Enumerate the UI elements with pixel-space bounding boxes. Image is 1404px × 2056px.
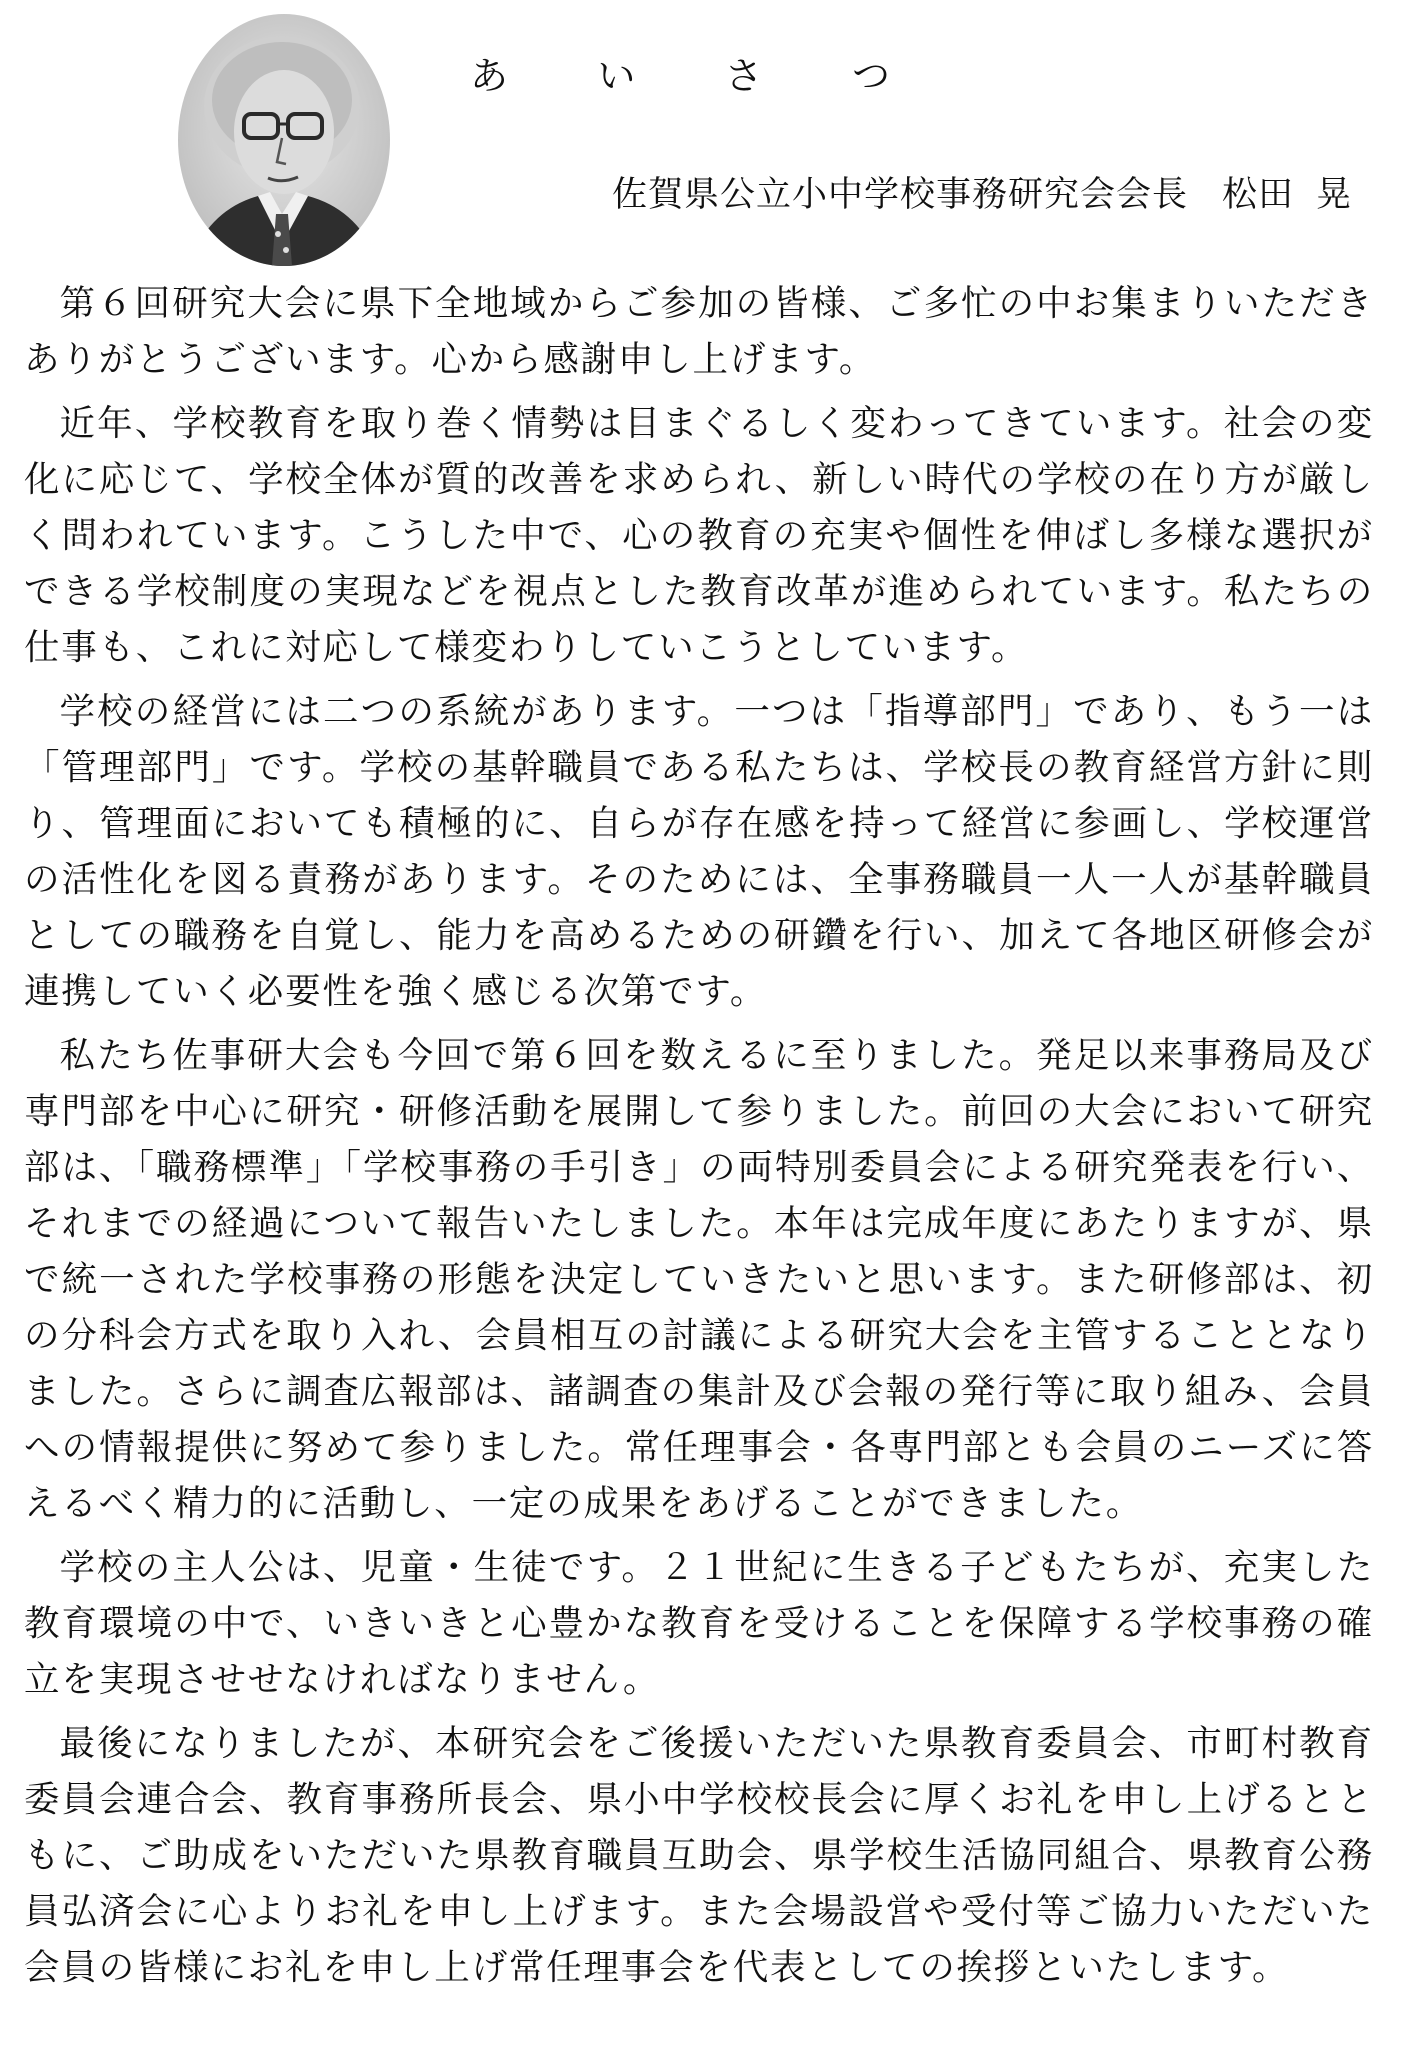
author-title: 佐賀県公立小中学校事務研究会会長 xyxy=(612,175,1189,215)
paragraph: 学校の主人公は、児童・生徒です。２１世紀に生きる子どもたちが、充実した教育環境の中で、いきいきと心豊かな教育を受けることを保障する学校事務の確立を実現させせなければなりません。 xyxy=(24,1547,1374,1700)
paragraph: 近年、学校教育を取り巻く情勢は目まぐるしく変わってきています。社会の変化に応じて、学校全体が質的改善を求められ、新しい時代の学校の在り方が厳しく問われています。こうした中で、心の教育の充実や個性を伸ばし多様な選択ができる学校制度の実現などを視点とした教育改革が進められています。私たちの仕事も、これに対応して様変わりしていこうとしています。 xyxy=(24,403,1374,668)
paragraph: 学校の経営には二つの系統があります。一つは「指導部門」であり、もう一は「管理部門」です。学校の基幹職員である私たちは、学校長の教育経営方針に則り、管理面においても積極的に、自らが存在感を持って経営に参画し、学校運営の活性化を図る責務があります。そのためには、全事務職員一人一人が基幹職員としての職務を自覚し、能力を高めるための研鑽を行い、加えて各地区研修会が連携していく必要性を強く感じる次第です。 xyxy=(24,691,1374,1012)
greeting-body xyxy=(24,276,1374,2004)
paragraph: 私たち佐事研大会も今回で第６回を数えるに至りました。発足以来事務局及び専門部を中心に研究・研修活動を展開して参りました。前回の大会において研究部は、「職務標準」「学校事務の手引き」の両特別委員会による研究発表を行い、それまでの経過について報告いたしました。本年は完成年度にあたりますが、県で統一された学校事務の形態を決定していきたいと思います。また研修部は、初の分科会方式を取り入れ、会員相互の討議による研究大会を主管することとなりました。さらに調査広報部は、諸調査の集計及び会報の発行等に取り組み、会員への情報提供に努めて参りました。常任理事会・各専門部とも会員のニーズに答えるべく精力的に活動し、一定の成果をあげることができました。 xyxy=(24,1035,1374,1524)
paragraph: 最後になりましたが、本研究会をご後援いただいた県教育委員会、市町村教育委員会連合会、教育事務所長会、県小中学校校長会に厚くお礼を申し上げるとともに、ご助成をいただいた県教育職員互助会、県学校生活協同組合、県教育公務員弘済会に心よりお礼を申し上げます。また会場設営や受付等ご協力いただいた会員の皆様にお礼を申し上げ常任理事会を代表としての挨拶といたします。 xyxy=(24,1723,1374,1988)
paragraph: 第６回研究大会に県下全地域からご参加の皆様、ご多忙の中お集まりいただきありがとうございます。心から感謝申し上げます。 xyxy=(24,283,1374,380)
title-char: つ xyxy=(851,54,890,98)
author-portrait xyxy=(178,14,390,266)
title-char: あ xyxy=(470,54,509,98)
author-surname: 松田 xyxy=(1222,175,1295,215)
title-char: さ xyxy=(724,54,763,98)
person-photo-icon xyxy=(178,14,390,266)
title-char: い xyxy=(597,54,636,98)
page-title xyxy=(470,46,890,106)
author-given-name: 晃 xyxy=(1316,175,1353,215)
author-line xyxy=(612,168,1352,222)
